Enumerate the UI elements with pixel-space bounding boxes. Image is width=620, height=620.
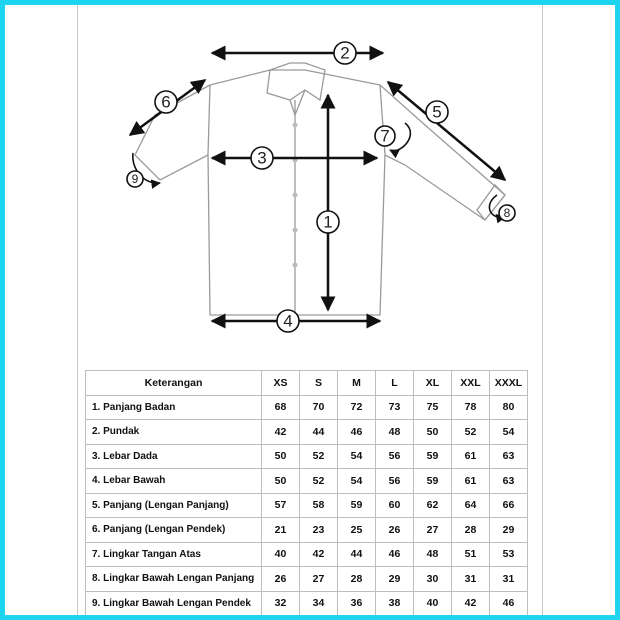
size-value-cell: 46	[376, 542, 414, 567]
table-row	[86, 469, 528, 494]
label-circles	[127, 42, 515, 332]
size-value-cell: 60	[376, 493, 414, 518]
size-value-cell: 54	[338, 469, 376, 494]
size-value-cell: 72	[338, 395, 376, 420]
size-value-cell: 30	[414, 567, 452, 592]
row-description: 4. Lebar Bawah	[86, 469, 262, 494]
size-value-cell: 27	[300, 567, 338, 592]
size-value-cell: 56	[376, 469, 414, 494]
size-value-cell: 52	[452, 420, 490, 445]
table-row	[86, 395, 528, 420]
label-7: 7	[380, 126, 390, 146]
header-size-l: L	[376, 371, 414, 396]
size-value-cell: 26	[376, 518, 414, 543]
label-1: 1	[323, 212, 333, 232]
label-5: 5	[432, 102, 442, 122]
size-value-cell: 75	[414, 395, 452, 420]
header-size-xxxl: XXXL	[490, 371, 528, 396]
row-description: 1. Panjang Badan	[86, 395, 262, 420]
table-row	[86, 591, 528, 615]
size-value-cell: 38	[376, 591, 414, 615]
row-description: 8. Lingkar Bawah Lengan Panjang	[86, 567, 262, 592]
table-header-row	[86, 371, 528, 396]
size-chart-image	[5, 5, 615, 615]
size-value-cell: 21	[262, 518, 300, 543]
table-row	[86, 420, 528, 445]
size-value-cell: 63	[490, 469, 528, 494]
size-value-cell: 46	[338, 420, 376, 445]
size-value-cell: 61	[452, 469, 490, 494]
size-value-cell: 59	[338, 493, 376, 518]
table-row	[86, 444, 528, 469]
header-size-m: M	[338, 371, 376, 396]
size-value-cell: 62	[414, 493, 452, 518]
size-value-cell: 42	[452, 591, 490, 615]
size-value-cell: 50	[262, 469, 300, 494]
size-value-cell: 56	[376, 444, 414, 469]
size-value-cell: 26	[262, 567, 300, 592]
size-value-cell: 44	[300, 420, 338, 445]
size-value-cell: 31	[490, 567, 528, 592]
size-value-cell: 40	[414, 591, 452, 615]
size-value-cell: 42	[300, 542, 338, 567]
size-value-cell: 73	[376, 395, 414, 420]
size-value-cell: 40	[262, 542, 300, 567]
row-description: 7. Lingkar Tangan Atas	[86, 542, 262, 567]
header-size-xl: XL	[414, 371, 452, 396]
table-row	[86, 493, 528, 518]
row-description: 9. Lingkar Bawah Lengan Pendek	[86, 591, 262, 615]
size-value-cell: 59	[414, 469, 452, 494]
label-6: 6	[161, 92, 171, 112]
label-3: 3	[257, 148, 267, 168]
size-value-cell: 28	[452, 518, 490, 543]
size-value-cell: 50	[262, 444, 300, 469]
size-value-cell: 54	[490, 420, 528, 445]
size-value-cell: 48	[376, 420, 414, 445]
row-description: 6. Panjang (Lengan Pendek)	[86, 518, 262, 543]
shirt-outline	[135, 63, 505, 315]
size-value-cell: 44	[338, 542, 376, 567]
size-value-cell: 63	[490, 444, 528, 469]
row-description: 5. Panjang (Lengan Panjang)	[86, 493, 262, 518]
label-8: 8	[503, 206, 511, 220]
header-size-s: S	[300, 371, 338, 396]
size-value-cell: 66	[490, 493, 528, 518]
size-value-cell: 68	[262, 395, 300, 420]
shirt-measurement-diagram	[5, 5, 615, 365]
header-size-xxl: XXL	[452, 371, 490, 396]
size-value-cell: 70	[300, 395, 338, 420]
label-2: 2	[340, 43, 350, 63]
size-value-cell: 27	[414, 518, 452, 543]
size-value-cell: 57	[262, 493, 300, 518]
size-value-cell: 46	[490, 591, 528, 615]
size-value-cell: 29	[376, 567, 414, 592]
row-description: 3. Lebar Dada	[86, 444, 262, 469]
table-body	[86, 395, 528, 615]
size-value-cell: 53	[490, 542, 528, 567]
header-keterangan: Keterangan	[86, 371, 262, 396]
size-value-cell: 34	[300, 591, 338, 615]
size-value-cell: 52	[300, 444, 338, 469]
label-9: 9	[131, 172, 139, 186]
size-value-cell: 51	[452, 542, 490, 567]
header-size-xs: XS	[262, 371, 300, 396]
size-value-cell: 29	[490, 518, 528, 543]
table-row	[86, 518, 528, 543]
size-value-cell: 80	[490, 395, 528, 420]
size-value-cell: 42	[262, 420, 300, 445]
table-row	[86, 542, 528, 567]
size-value-cell: 23	[300, 518, 338, 543]
size-value-cell: 52	[300, 469, 338, 494]
size-value-cell: 59	[414, 444, 452, 469]
size-value-cell: 78	[452, 395, 490, 420]
size-value-cell: 61	[452, 444, 490, 469]
size-value-cell: 31	[452, 567, 490, 592]
size-value-cell: 36	[338, 591, 376, 615]
size-value-cell: 58	[300, 493, 338, 518]
size-value-cell: 32	[262, 591, 300, 615]
size-value-cell: 48	[414, 542, 452, 567]
size-value-cell: 25	[338, 518, 376, 543]
size-value-cell: 54	[338, 444, 376, 469]
size-table	[85, 370, 528, 615]
size-value-cell: 50	[414, 420, 452, 445]
size-value-cell: 28	[338, 567, 376, 592]
table-row	[86, 567, 528, 592]
row-description: 2. Pundak	[86, 420, 262, 445]
size-value-cell: 64	[452, 493, 490, 518]
label-4: 4	[283, 311, 293, 331]
